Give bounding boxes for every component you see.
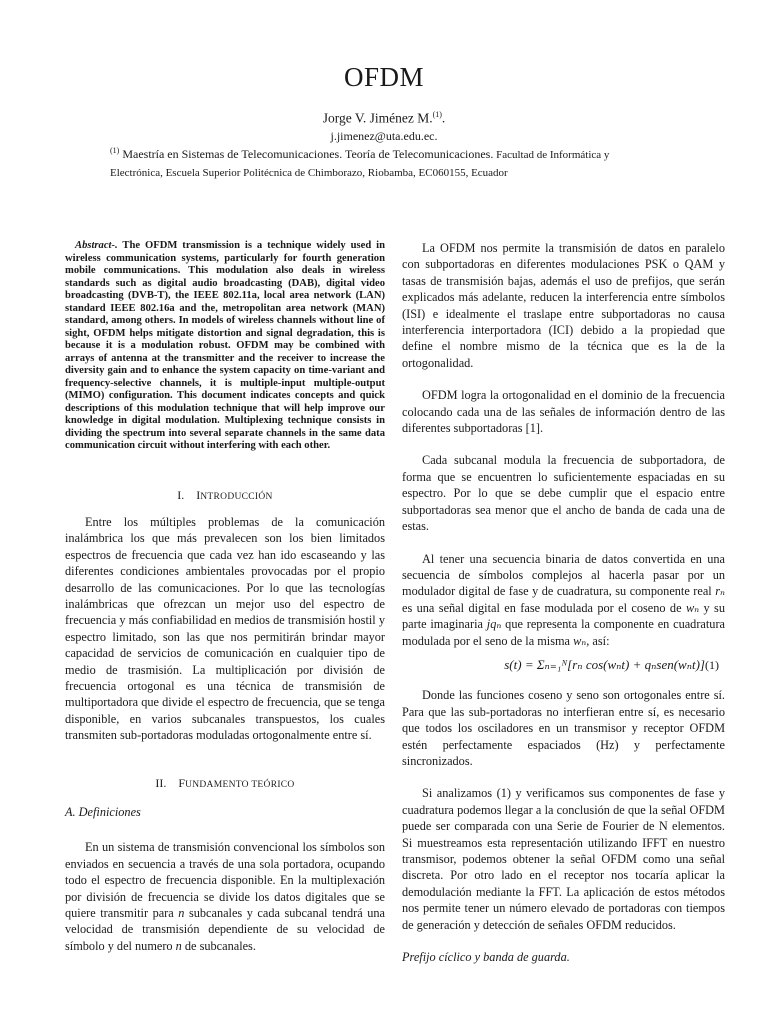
paragraph-ofdm-intro: La OFDM nos permite la transmisión de datos en paralelo con subportadoras en diferentes modulaciones PSK o QAM y tasas de transmisión bajas, además el uso de prefijos, que serán explicados más adelante, reducen la interferencia entre símbolos (ISI) e idealmente el traslape entre subportadoras no causa interferencia interportadora (ICI) debido a la propiedad que define el nombre mismo de la técnica que es la de la ortogonalidad. [402, 241, 725, 370]
introduction-paragraph: Entre los múltiples problemas de la comunicación inalámbrica los que más prevalecen son los bien limitados espectros de frecuencia que cada vez han ido escaseando y las diferentes condiciones ambientales provocadas por el propio desarrollo de las comunicaciones. Por lo que las tecnologías inalámbricas que ofrezcan un mejor uso del espectro de frecuencia y más confiabilidad en medios de transmisión hostil y espectro limitado, son las que nos permitirán brindar mayor capacidad de servicios de comunicación en cualquier tipo de medio de trasmisión. La multiplicación por división de frecuencia ortogonal es una técnica de transmisión de multiportadora que divide el espectro de frecuencia, que se tenga disponible, en varios subcanales transpuestos, los cuales transmiten sub-portadoras moduladas ortogonalmente entre sí. [65, 514, 385, 743]
author-name: Jorge V. Jiménez M. [322, 110, 433, 126]
abstract: Abstract-. The OFDM transmission is a technique widely used in wireless communication systems, particularly for fourth generation mobile communications. This modulation also deals in wireless standards such as digital audio broadcasting (DAB), digital video broadcasting (DVB-T), the IEEE 802.11a, local area network (LAN) standard IEEE 802.16a and the, metropolitan area network (MAN) standard, among others. In models of wireless channels without line of sight, OFDM helps mitigate distortion and signal degradation, this is because it is a modulation robust. OFDM may be combined with arrays of antenna at the transmitter and the receiver to increase the diversity gain and to enhance the system capacity on time-variant and frequency-selective channels, it is multiple-input multiple-output (MIMO) configuration. This document indicates concepts and quick descriptions of this modulation technique that will help improve our knowledge in digital modulation. Multiplexing technique consists in dividing the spectrum into several separate channels in the same data communication circuit without interfering with each other. [65, 240, 385, 451]
equation-1: s(t) = Σₙ₌₁ᴺ[rₙ cos(wₙt) + qₙsen(wₙt)](1) [504, 656, 719, 672]
right-column [402, 240, 725, 965]
author-superscript: (1) [432, 110, 442, 119]
subsection-heading-definiciones: A. Definiciones [65, 805, 141, 819]
author-line: Jorge V. Jiménez M.$^{(1)}$. [322, 110, 446, 126]
paper-title: OFDM [343, 62, 425, 92]
paragraph-orthogonal-functions: Donde las funciones coseno y seno son ortogonales entre sí. Para que las sub-portadoras no interfieran entre sí, es necesario que todos los osciladores en un transmisor y receptor OFDM estén perfectamente espaciados (Hz) y perfectamente sincronizados. [402, 688, 725, 768]
paragraph-orthogonality: OFDM logra la ortogonalidad en el dominio de la frecuencia colocando cada una de las señales de información dentro de las diferentes subportadoras [1]. [402, 388, 725, 436]
paragraph-subchannel: Cada subcanal modula la frecuencia de subportadora, de forma que se encuentren lo suficientemente espaciadas en su espectro. Por lo que se debe cumplir que el espacio entre subportadoras sea menor que el ancho de banda de cada una de estas. [402, 453, 725, 534]
paragraph-fourier-analysis: Si analizamos (1) y verificamos sus componentes de fase y cuadratura podemos llegar a la conclusión de que la señal OFDM puede ser comparada con una Serie de Fourier de N elementos. Si muestreamos esta representación utilizando IFFT en nuestro transmisor, podemos obtener la señal OFDM como una señal discreta. Por otro lado en el receptor nos tocaría aplicar la demodulación mediante la FFT. La aplicación de estos métodos nos permite tener un número elevado de portadoras con tiempos de generación y detección de señales OFDM reducidos. [402, 786, 725, 932]
author-email: j.jimenez@uta.edu.ec. [330, 129, 438, 143]
paragraph-binary-sequence: Al tener una secuencia binaria de datos convertida en una secuencia de símbolos complejos al hacerla pasar por un modulador digital de fase y de cuadratura, su componente real rₙ es una señal digital en fase modulada por el coseno de wₙ y su parte imaginaria jqₙ que representa la componente en cuadratura modulada por el seno de la misma wₙ, así: [402, 551, 725, 648]
section-heading-introduccion: I. INTRODUCCIÓN [177, 487, 273, 502]
left-column [65, 240, 385, 954]
equation-number: (1) [705, 657, 719, 672]
definitions-paragraph: En un sistema de transmisión convencional los símbolos son enviados en secuencia a través de una sola portadora, ocupando todo el espectro de frecuencia disponible. En la multiplexación por división de frecuencia se divide los datos digitales que se quiere transmitir para n subcanales y cada subcanal tendrá una velocidad de transmisión dependiente de su velocidad de símbolo y del numero n de subcanales. [65, 840, 385, 953]
affiliation-superscript: (1) [110, 146, 120, 155]
affiliation: $^{(1)}$ Maestría en Sistemas de Telecomunicaciones. Teoría de Telecomunicaciones. Facultad de Informática y Electrónica, Escuela Superior Politécnica de Chimborazo, Riobamba, EC060155, Ecuador [110, 146, 610, 179]
section-heading-fundamento: II. FUNDAMENTO TEÓRICO [155, 775, 295, 790]
subsection-heading-prefijo: Prefijo cíclico y banda de guarda. [402, 950, 570, 965]
